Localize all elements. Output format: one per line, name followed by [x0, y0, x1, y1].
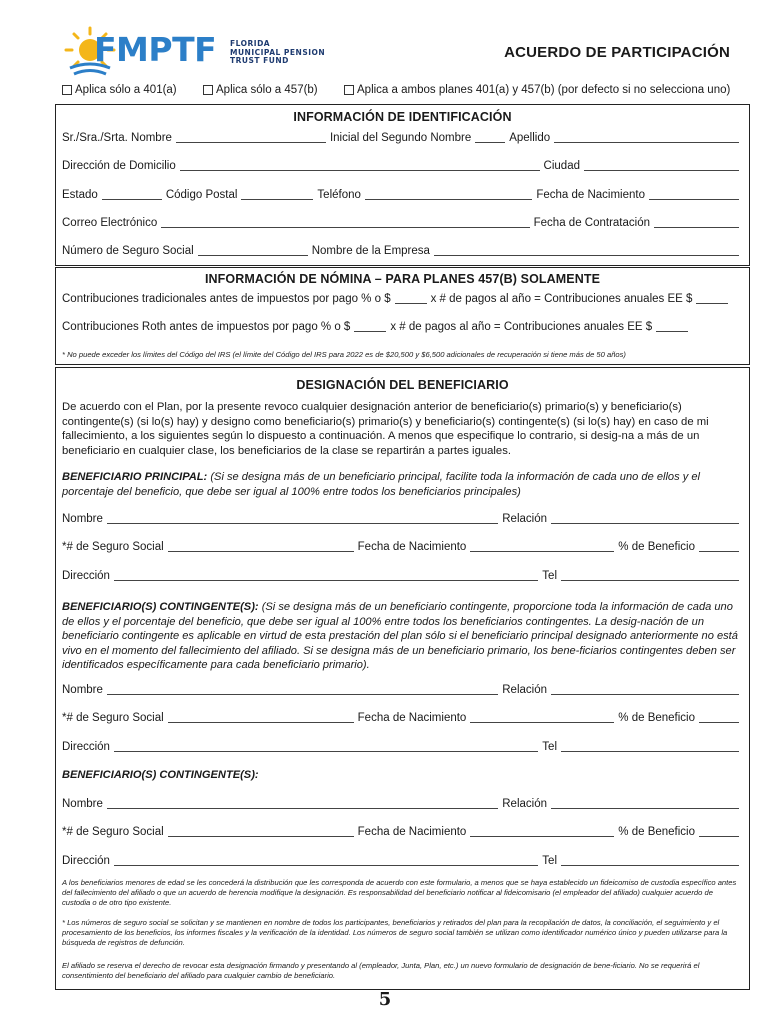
field-label: Nombre — [62, 513, 103, 525]
contingent1-ssn-field[interactable] — [168, 713, 354, 723]
checkbox-icon[interactable] — [62, 85, 72, 95]
field-label: Dirección — [62, 855, 110, 867]
roth-amount-field[interactable] — [354, 322, 386, 332]
field-label: % de Beneficio — [618, 826, 695, 838]
email-field[interactable] — [161, 218, 529, 228]
primary-address-row — [62, 570, 743, 582]
contingent1-tel-field[interactable] — [561, 742, 739, 752]
zip-field[interactable] — [241, 190, 313, 200]
revocation-note: El afiliado se reserva el derecho de revocar esta designación firmando y presentando al (empleador, Junta, Plan, etc.) un nuevo formulario de designación de bene-ficiario. No se requerirá el consentimiento del beneficiario del afiliado para cualquier cambio de beneficiario. — [62, 961, 700, 980]
field-label: Dirección — [62, 741, 110, 753]
contingent2-ssn-row — [62, 826, 743, 838]
email-row — [62, 217, 743, 229]
traditional-amount-field[interactable] — [395, 294, 427, 304]
ssn-privacy-note: * Los números de seguro social se solicitan y se mantienen en nombre de todos los participantes, beneficiarios y retirados del plan para la recopilación de datos, la conciliación, el seguimiento y el procesamiento de los beneficios, los informes fiscales y la verificación de la identidad. Los números de seguro social también se utilizan como identificador numérico único y pueden utilizarse para la búsqueda de registros de defunción. — [62, 918, 728, 947]
primary-name-row — [62, 513, 743, 525]
identification-section — [55, 104, 750, 266]
contingent-text: (Si se designa más de un beneficiario contingente, proporcione toda la información de cada uno de ellos y el porcentaje del beneficio, que debe ser igual al 100% entre todos los beneficiarios contingentes. La desig-nación de un beneficiario contingente es aplicable en virtud de esta prestación del plan sólo si el beneficiario principal designado anteriormente no está vivo en el momento del fallecimiento del afiliado. Si se designa más de un beneficiario primario, los bene-ficiarios contingentes deben ser identificados específicamente para cada beneficiario primario). — [62, 601, 738, 672]
field-label: Correo Electrónico — [62, 217, 158, 229]
traditional-row — [62, 293, 743, 305]
plan-option-457b[interactable] — [203, 84, 344, 96]
primary-ssn-field[interactable] — [168, 542, 354, 552]
checkbox-icon[interactable] — [203, 85, 213, 95]
field-label: Fecha de Nacimiento — [357, 826, 467, 838]
contingent1-name-row — [62, 684, 743, 696]
field-label: Nombre — [62, 684, 103, 696]
plan-option-label: Aplica sólo a 401(a) — [75, 84, 177, 96]
field-label: % de Beneficio — [618, 712, 695, 724]
primary-text: (Si se designa más de un beneficiario principal, facilite toda la información de cada uno de ellos y el porcentaje del beneficio, que debe ser igual al 100% entre todos los beneficiarios principales) — [62, 471, 700, 498]
plan-option-both[interactable] — [344, 84, 730, 96]
plan-option-label: Aplica a ambos planes 401(a) y 457(b) (por defecto si no selecciona uno) — [357, 84, 731, 96]
field-label: Estado — [62, 189, 98, 201]
section-heading: INFORMACIÓN DE IDENTIFICACIÓN — [293, 110, 512, 124]
contingent2-address-row — [62, 855, 743, 867]
address-row — [62, 160, 743, 172]
plan-options — [62, 84, 752, 96]
birth-field[interactable] — [649, 190, 739, 200]
roth-row — [62, 321, 743, 333]
checkbox-icon[interactable] — [344, 85, 354, 95]
address-field[interactable] — [180, 161, 540, 171]
contingent1-percent-field[interactable] — [699, 713, 739, 723]
contingent2-relation-field[interactable] — [551, 799, 739, 809]
field-label: x # de pagos al año = Contribuciones anuales EE $ — [430, 293, 693, 305]
field-label: Relación — [502, 798, 547, 810]
primary-name-field[interactable] — [107, 514, 498, 524]
field-label: Número de Seguro Social — [62, 245, 194, 257]
field-label: Relación — [502, 684, 547, 696]
field-label: % de Beneficio — [618, 541, 695, 553]
plan-option-label: Aplica sólo a 457(b) — [216, 84, 318, 96]
minors-note: A los beneficiarios menores de edad se les concederá la distribución que les corresponda de acuerdo con este formulario, a menos que se haya establecido un fideicomiso de custodia específico antes del fallecimiento del afiliado o que un acuerdo de herencia modifique la designación. Es responsabilidad del beneficiario notificar al fideicomisario (el empleador del afiliado) cualquier acuerdo de custodia o de otro tipo existente. — [62, 878, 737, 907]
field-label: Contribuciones Roth antes de impuestos por pago % o $ — [62, 321, 351, 333]
primary-tel-field[interactable] — [561, 571, 739, 581]
primary-label: BENEFICIARIO PRINCIPAL: — [62, 471, 208, 483]
state-field[interactable] — [102, 190, 162, 200]
contingent1-address-row — [62, 741, 743, 753]
field-label: Teléfono — [317, 189, 361, 201]
contingent-label: BENEFICIARIO(S) CONTINGENTE(S): — [62, 601, 259, 613]
contingent2-birth-field[interactable] — [470, 827, 614, 837]
logo-subtitle-line: MUNICIPAL PENSION — [230, 47, 326, 57]
field-label: Contribuciones tradicionales antes de impuestos por pago % o $ — [62, 293, 391, 305]
field-label: x # de pagos al año = Contribuciones anuales EE $ — [390, 321, 653, 333]
contingent1-birth-field[interactable] — [470, 713, 614, 723]
logo-subtitle — [230, 40, 325, 66]
contingent2-name-row — [62, 798, 743, 810]
payroll-section — [55, 267, 750, 365]
field-label: Tel — [542, 855, 557, 867]
ssn-row — [62, 245, 743, 257]
city-field[interactable] — [584, 161, 739, 171]
contingent1-name-field[interactable] — [107, 685, 498, 695]
field-label: Código Postal — [165, 189, 238, 201]
contingent1-relation-field[interactable] — [551, 685, 739, 695]
logo-subtitle-line: FLORIDA — [230, 39, 271, 48]
field-label: Fecha de Nacimiento — [357, 712, 467, 724]
field-label: Dirección de Domicilio — [62, 160, 176, 172]
contingent2-percent-field[interactable] — [699, 827, 739, 837]
contingent-instructions — [62, 600, 743, 673]
primary-percent-field[interactable] — [699, 542, 739, 552]
state-row — [62, 189, 743, 201]
contingent2-ssn-field[interactable] — [168, 827, 354, 837]
initial-field[interactable] — [475, 133, 505, 143]
primary-ssn-row — [62, 541, 743, 553]
field-label: Inicial del Segundo Nombre — [329, 132, 472, 144]
plan-option-401a[interactable] — [62, 84, 203, 96]
logo-name: FMPTF — [94, 30, 217, 69]
field-label: Nombre de la Empresa — [311, 245, 430, 257]
document-title: ACUERDO DE PARTICIPACIÓN — [504, 44, 730, 61]
field-label: Ciudad — [543, 160, 580, 172]
roth-annual-field[interactable] — [656, 322, 688, 332]
field-label: *# de Seguro Social — [62, 541, 164, 553]
company-field[interactable] — [434, 246, 739, 256]
field-label: *# de Seguro Social — [62, 712, 164, 724]
contingent2-address-field[interactable] — [114, 856, 538, 866]
logo-subtitle-line: TRUST FUND — [230, 56, 289, 65]
section-heading: DESIGNACIÓN DEL BENEFICIARIO — [296, 378, 509, 392]
section-heading: INFORMACIÓN DE NÓMINA – PARA PLANES 457(B) SOLAMENTE — [204, 272, 601, 286]
primary-address-field[interactable] — [114, 571, 538, 581]
primary-relation-field[interactable] — [551, 514, 739, 524]
primary-instructions — [62, 470, 743, 499]
contingent2-name-field[interactable] — [107, 799, 498, 809]
hire-date-field[interactable] — [654, 218, 739, 228]
ssn-field[interactable] — [198, 246, 308, 256]
field-label: Sr./Sra./Srta. Nombre — [62, 132, 172, 144]
field-label: Relación — [502, 513, 547, 525]
intro-paragraph: De acuerdo con el Plan, por la presente revoco cualquier designación anterior de beneficiario(s) primario(s) y beneficiario(s) contingente(s) (si lo(s) hay) y designo como beneficiario(s) primario(s) y beneficiario(s) contingente(s) (si lo(s) hay) en caso de mi fallecimiento, a los siguientes según lo dispuesto a continuación. A menos que especifique lo contrario, si desig-na a más de un beneficiario en cualquier clase, los beneficiarios de la clase se repartirán a partes iguales. — [62, 401, 709, 457]
field-label: Fecha de Nacimiento — [536, 189, 645, 201]
contingent1-ssn-row — [62, 712, 743, 724]
field-label: Tel — [542, 741, 557, 753]
field-label: Fecha de Contratación — [533, 217, 650, 229]
surname-field[interactable] — [554, 133, 739, 143]
irs-limit-note: * No puede exceder los límites del Código del IRS (el límite del Código del IRS para 2022 es de $20,500 y $6,500 adicionales de recuperación si tiene más de 50 años) — [62, 350, 626, 359]
primary-birth-field[interactable] — [470, 542, 614, 552]
field-label: Apellido — [509, 132, 551, 144]
traditional-annual-field[interactable] — [696, 294, 728, 304]
field-label: Nombre — [62, 798, 103, 810]
field-label: Tel — [542, 570, 557, 582]
name-row — [62, 132, 743, 144]
phone-field[interactable] — [365, 190, 532, 200]
contingent2-tel-field[interactable] — [561, 856, 739, 866]
field-label: Fecha de Nacimiento — [357, 541, 467, 553]
page-number: 5 — [378, 989, 392, 1010]
field-label: Dirección — [62, 570, 110, 582]
contingent-label: BENEFICIARIO(S) CONTINGENTE(S): — [62, 769, 259, 781]
name-field[interactable] — [176, 133, 326, 143]
field-label: *# de Seguro Social — [62, 826, 164, 838]
contingent1-address-field[interactable] — [114, 742, 538, 752]
beneficiary-section — [55, 367, 750, 990]
contingent2-heading — [62, 768, 743, 783]
